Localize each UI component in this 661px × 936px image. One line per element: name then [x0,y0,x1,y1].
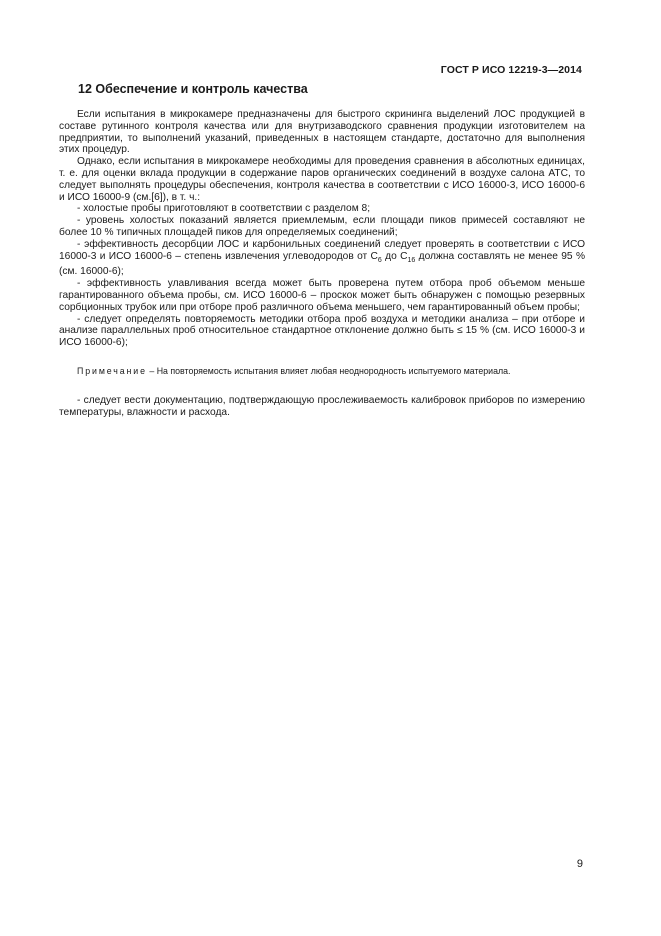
list-item-desorption-efficiency [59,239,585,278]
page-number: 9 [576,858,583,870]
note-text: – На повторяемость испытания влияет любая неоднородность испытуемого материала. [146,365,511,376]
section-title: 12 Обеспечение и контроль качества [78,82,308,96]
desorption-text-after: должна составлять не менее 95 % (см. 16000-6); [59,250,585,278]
note-label: Примечание [77,365,147,376]
paragraph-absolute-comparison: Однако, если испытания в микрокамере необходимы для проведения сравнения в абсолютных единицах, т. е. для оценки вклада продукции в содержание паров органических соединений в воздухе салона АТС, то следует выполнять процедуры обеспечения, контроля качества в соответствии с ИСО 16000-3, ИСО 16000-6 и ИСО 16000-9 (см.[6]), в т. ч.: [59,156,585,203]
desorption-text-before: - эффективность десорбции ЛОС и карбонильных соединений следует проверять в соответствии с ИСО 16000-3 и ИСО 16000-6 – степень извлечения углеводородов от C [59,238,585,262]
desorption-text-middle: до C [381,250,408,262]
note [59,366,585,377]
subscript-c6: 6 [377,256,382,264]
subscript-c16: 16 [407,256,416,264]
standard-header: ГОСТ Р ИСО 12219-3—2014 [440,64,582,76]
paragraph-intro: Если испытания в микрокамере предназначены для быстрого скрининга выделений ЛОС продукцией в составе рутинного контроля качества или для внутризаводского сравнения продукции изготовителем на предприятии, то выполнений указаний, приведенных в настоящем стандарте, достаточно для выполнения этих процедур. [59,109,585,156]
section-body [59,109,585,419]
list-item-repeatability: - следует определять повторяемость методики отбора проб воздуха и методики анализа – при отборе и анализе параллельных проб относительное стандартное отклонение должно быть ≤ 15 % (см. ИСО 16000-3 и ИСО 16000-6); [59,313,585,349]
list-item-documentation: - следует вести документацию, подтверждающую прослеживаемость калибровок приборов по измерению температуры, влажности и расхода. [59,394,585,418]
list-item-blank-samples: - холостые пробы приготовляют в соответствии с разделом 8; [77,203,371,215]
list-item-blank-level: - уровень холостых показаний является приемлемым, если площади пиков примесей составляют не более 10 % типичных площадей пиков для определяемых соединений; [59,215,585,238]
list-item-trapping-efficiency: - эффективность улавливания всегда может быть проверена путем отбора проб объемом меньше гарантированного объема пробы, см. ИСО 16000-6 – проскок может быть обнаружен с помощью резервных сорбционных трубок или при отборе проб различного объема меньшего, чем гарантированный объем пробы; [59,278,585,313]
